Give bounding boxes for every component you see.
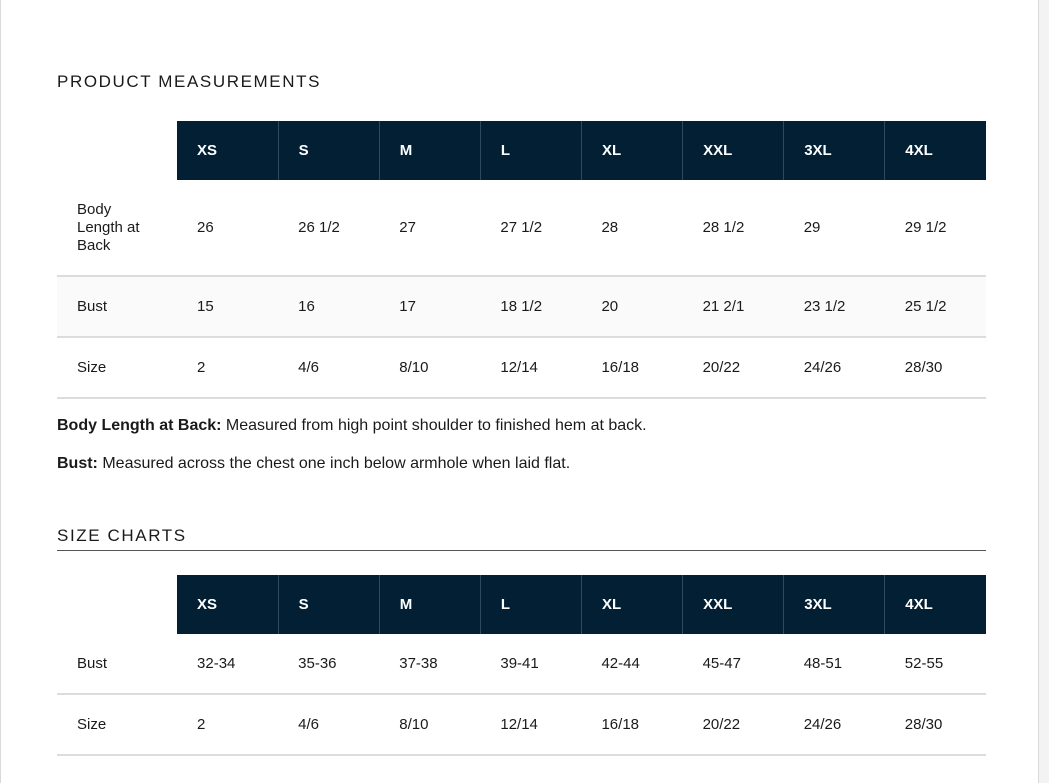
table-cell: 29: [784, 180, 885, 276]
page-left-border: [0, 0, 1, 783]
table-cell: 12/14: [480, 694, 581, 755]
table-cell: 8/10: [379, 694, 480, 755]
size-header: 3XL: [784, 575, 885, 634]
table-cell: 20: [581, 276, 682, 337]
header-blank-cell: [57, 575, 177, 634]
table-cell: 24/26: [784, 337, 885, 398]
table-cell: 2: [177, 337, 278, 398]
table-cell: 29 1/2: [885, 180, 986, 276]
table-cell: 35-36: [278, 634, 379, 694]
size-header: XS: [177, 575, 278, 634]
table-row: [57, 634, 986, 694]
row-label-size: Size: [57, 337, 177, 398]
table-row: [57, 276, 986, 337]
size-header: XS: [177, 121, 278, 180]
bust-note-text: Measured across the chest one inch below armhole when laid flat.: [97, 455, 571, 472]
table-cell: 16/18: [581, 337, 682, 398]
table-header-row: [57, 575, 986, 634]
bust-note: [57, 455, 570, 473]
table-cell: 45-47: [683, 634, 784, 694]
size-header: XXL: [683, 121, 784, 180]
table-cell: 20/22: [683, 337, 784, 398]
table-cell: 4/6: [278, 337, 379, 398]
table-cell: 42-44: [581, 634, 682, 694]
size-header: XL: [581, 575, 682, 634]
table-cell: 2: [177, 694, 278, 755]
body-length-note-term: Body Length at Back:: [57, 417, 222, 434]
table-cell: 28/30: [885, 694, 986, 755]
table-cell: 28: [581, 180, 682, 276]
table-cell: 8/10: [379, 337, 480, 398]
table-cell: 27 1/2: [480, 180, 581, 276]
row-label-size: Size: [57, 694, 177, 755]
row-label-bust: Bust: [57, 634, 177, 694]
bust-note-term: Bust:: [57, 455, 98, 472]
table-cell: 20/22: [683, 694, 784, 755]
table-cell: 26 1/2: [278, 180, 379, 276]
table-cell: 32-34: [177, 634, 278, 694]
table-cell: 37-38: [379, 634, 480, 694]
table-cell: 16/18: [581, 694, 682, 755]
scrollbar-track[interactable]: [1038, 0, 1049, 783]
size-header: S: [278, 121, 379, 180]
size-header: L: [480, 575, 581, 634]
table-cell: 4/6: [278, 694, 379, 755]
table-cell: 16: [278, 276, 379, 337]
table-cell: 52-55: [885, 634, 986, 694]
table-cell: 28 1/2: [683, 180, 784, 276]
table-cell: 26: [177, 180, 278, 276]
size-header: XL: [581, 121, 682, 180]
table-cell: 25 1/2: [885, 276, 986, 337]
body-length-note: [57, 417, 647, 435]
table-header-row: [57, 121, 986, 180]
table-cell: 21 2/1: [683, 276, 784, 337]
product-measurements-table: [57, 121, 986, 399]
size-header: 3XL: [784, 121, 885, 180]
size-charts-title: SIZE CHARTS: [57, 526, 986, 551]
size-charts-table: [57, 575, 986, 756]
row-label-bust: Bust: [57, 276, 177, 337]
row-label-body-length: Body Length at Back: [57, 180, 177, 276]
table-cell: 24/26: [784, 694, 885, 755]
body-length-note-text: Measured from high point shoulder to finished hem at back.: [221, 417, 647, 434]
size-header: M: [379, 121, 480, 180]
table-row: [57, 180, 986, 276]
size-header: M: [379, 575, 480, 634]
table-cell: 17: [379, 276, 480, 337]
size-header: 4XL: [885, 121, 986, 180]
table-row: [57, 337, 986, 398]
table-cell: 27: [379, 180, 480, 276]
table-cell: 39-41: [480, 634, 581, 694]
size-header: S: [278, 575, 379, 634]
table-cell: 28/30: [885, 337, 986, 398]
table-cell: 18 1/2: [480, 276, 581, 337]
header-blank-cell: [57, 121, 177, 180]
size-header: L: [480, 121, 581, 180]
table-cell: 23 1/2: [784, 276, 885, 337]
size-header: XXL: [683, 575, 784, 634]
table-row: [57, 694, 986, 755]
table-cell: 48-51: [784, 634, 885, 694]
table-cell: 12/14: [480, 337, 581, 398]
product-measurements-title: PRODUCT MEASUREMENTS: [57, 72, 322, 91]
size-header: 4XL: [885, 575, 986, 634]
table-cell: 15: [177, 276, 278, 337]
